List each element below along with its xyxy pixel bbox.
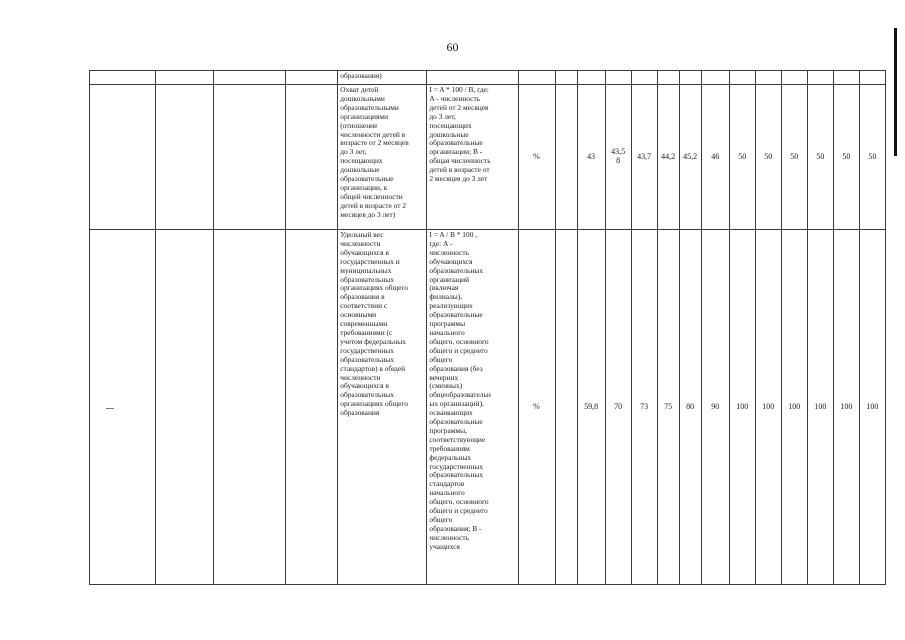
table-cell [90, 230, 156, 585]
table-cell [90, 85, 156, 230]
value-cell: 59,8 [577, 230, 605, 585]
table-row-preschool-coverage [90, 85, 886, 230]
value-cell: 50 [859, 85, 885, 230]
table-cell [833, 71, 859, 85]
value-cell: 90 [701, 230, 729, 585]
value-cell: 46 [701, 85, 729, 230]
table-cell [427, 71, 518, 85]
table-cell [156, 71, 214, 85]
table-cell [286, 71, 338, 85]
continued-indicator-text: образования) [338, 71, 427, 85]
value-cell [555, 85, 577, 230]
value-cell: 50 [755, 85, 781, 230]
value-cell: 45,2 [679, 85, 701, 230]
table-row-continuation [90, 71, 886, 85]
table-cell [286, 85, 338, 230]
table-cell [807, 71, 833, 85]
value-cell: 100 [859, 230, 885, 585]
value-cell: 50 [807, 85, 833, 230]
value-cell: 44,2 [657, 85, 679, 230]
value-cell: 75 [657, 230, 679, 585]
value-cell: 43,7 [631, 85, 657, 230]
value-cell: 50 [781, 85, 807, 230]
table-cell [657, 71, 679, 85]
indicator-formula: I = A / B * 100 , где: A - численность обучающихся образовательных организаций (включая филиалы), реализующих образовательные программы начального общего, основного общего и среднего общего образования (без вечерних (сменных) общеобразовательн ых организаций), осваивающих образовательные программы, соответствующие требованиям федеральных государственных образовательных стандартов начального общего, основного общего и среднего общего образования; B - численность учащихся [427, 230, 518, 585]
value-cell: 100 [755, 230, 781, 585]
indicator-name: Охват детей дошкольными образовательными организациями (отношение численности детей в возрасте от 2 месяцев до 3 лет, посещающих дошкольные образовательные организации, к общей численности детей в возрасте от 2 месяцев до 3 лет) [338, 85, 427, 230]
value-cell: 100 [833, 230, 859, 585]
value-cell: 80 [679, 230, 701, 585]
value-cell: 73 [631, 230, 657, 585]
value-cell: 100 [729, 230, 755, 585]
table-cell [286, 230, 338, 585]
indicators-table [89, 70, 886, 585]
table-cell [90, 71, 156, 85]
value-cell: 100 [781, 230, 807, 585]
indicator-name: Удельный вес численности обучающихся в государственных и муниципальных образовательных организациях общего образования в соответствии с основными современными требованиями (с учетом федеральных государственных образовательных стандартов) в общей численности обучающихся в образовательных организациях общего образования [338, 230, 427, 585]
scan-edge-mark [894, 28, 897, 156]
table-cell [156, 230, 214, 585]
table-cell [605, 71, 631, 85]
table-cell [701, 71, 729, 85]
value-cell: 43,5 8 [605, 85, 631, 230]
value-cell [555, 230, 577, 585]
value-cell: 50 [729, 85, 755, 230]
table-cell [555, 71, 577, 85]
table-cell [214, 85, 286, 230]
table-cell [729, 71, 755, 85]
unit-cell: % [518, 85, 555, 230]
value-cell: 43 [577, 85, 605, 230]
table-row-fgos-share [90, 230, 886, 585]
value-cell: 100 [807, 230, 833, 585]
page-number: 60 [446, 40, 459, 54]
table-cell [755, 71, 781, 85]
table-cell [679, 71, 701, 85]
value-cell: 50 [833, 85, 859, 230]
table-cell [781, 71, 807, 85]
unit-cell: % [518, 230, 555, 585]
table-cell [156, 85, 214, 230]
indicator-formula: I = A * 100 / B, где: A - численность детей от 2 месяцев до 3 лет, посещающих дошкольные образовательные организации; B - общая численность детей в возрасте от 2 месяцев до 3 лет [427, 85, 518, 230]
table-cell [631, 71, 657, 85]
table-cell [518, 71, 555, 85]
table-cell [577, 71, 605, 85]
value-cell: 70 [605, 230, 631, 585]
table-cell [214, 71, 286, 85]
table-cell [214, 230, 286, 585]
table-cell [859, 71, 885, 85]
